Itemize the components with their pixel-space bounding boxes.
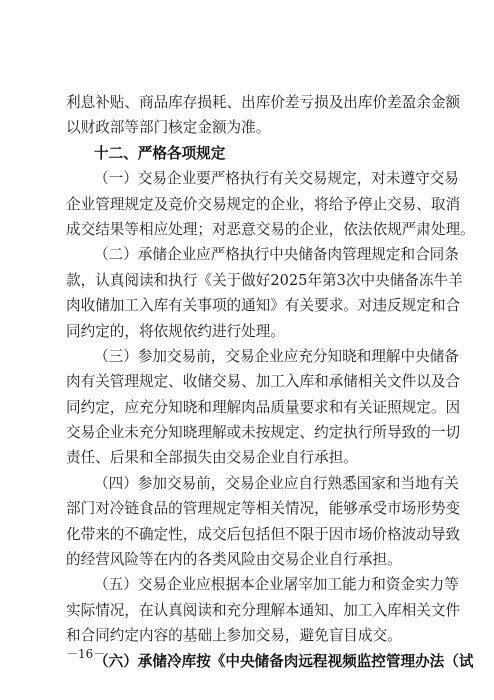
text-line: 交易企业未充分知晓理解或未按规定、约定执行所导致的一切	[66, 424, 461, 442]
text-line: 利息补贴、商品库存损耗、出库价差亏损及出库价差盈余金额	[66, 94, 461, 111]
text-line: 同约定，应充分知晓和理解肉品质量要求和有关证照规定。因	[66, 398, 461, 416]
text-line: 企业管理规定及竞价交易规定的企业，将给予停止交易、取消	[66, 195, 461, 213]
text-line: 肉收储加工入库有关事项的通知》有关要求。对违反规定和合	[66, 297, 461, 315]
text-line: （二）承储企业应严格执行中央储备肉管理规定和合同条	[94, 246, 459, 264]
text-line: 的经营风险等在内的各类风险由交易企业自行承担。	[66, 551, 402, 569]
document-body	[66, 90, 475, 674]
text-line: 责任、后果和全部损失由交易企业自行承担。	[66, 449, 358, 467]
text-line: （一）交易企业要严格执行有关交易规定，对未遵守交易	[94, 170, 459, 188]
text-line: 和合同约定内容的基础上参加交易，避免盲目成交。	[66, 627, 402, 645]
text-line: （三）参加交易前，交易企业应充分知晓和理解中央储备	[94, 347, 459, 365]
text-line: 部门对冷链食品的管理规定等相关情况，能够承受市场形势变	[66, 500, 461, 518]
text-line: 款，认真阅读和执行《关于做好2025年第3次中央储备冻牛羊	[66, 271, 463, 289]
text-line: 成交结果等相应处理；对恶意交易的企业，依法依规严肃处理。	[66, 220, 475, 238]
section-heading: 十二、严格各项规定	[94, 144, 226, 162]
text-line: 实际情况，在认真阅读和充分理解本通知、加工入库相关文件	[66, 601, 461, 619]
text-line: 以财政部等部门核定金额为准。	[66, 119, 271, 137]
page-number: －16－	[66, 647, 106, 661]
text-line: （四）参加交易前，交易企业应自行熟悉国家和当地有关	[94, 474, 459, 492]
text-line: 化带来的不确定性，成交后包括但不限于因市场价格波动导致	[66, 525, 461, 543]
bold-text-line: （六）承储冷库按《中央储备肉远程视频监控管理办法（试	[94, 652, 474, 670]
text-line: 肉有关管理规定、收储交易、加工入库和承储相关文件以及合	[66, 373, 461, 391]
text-line: （五）交易企业应根据本企业屠宰加工能力和资金实力等	[94, 576, 459, 594]
text-line: 同约定的，将依规依约进行处理。	[66, 322, 285, 340]
